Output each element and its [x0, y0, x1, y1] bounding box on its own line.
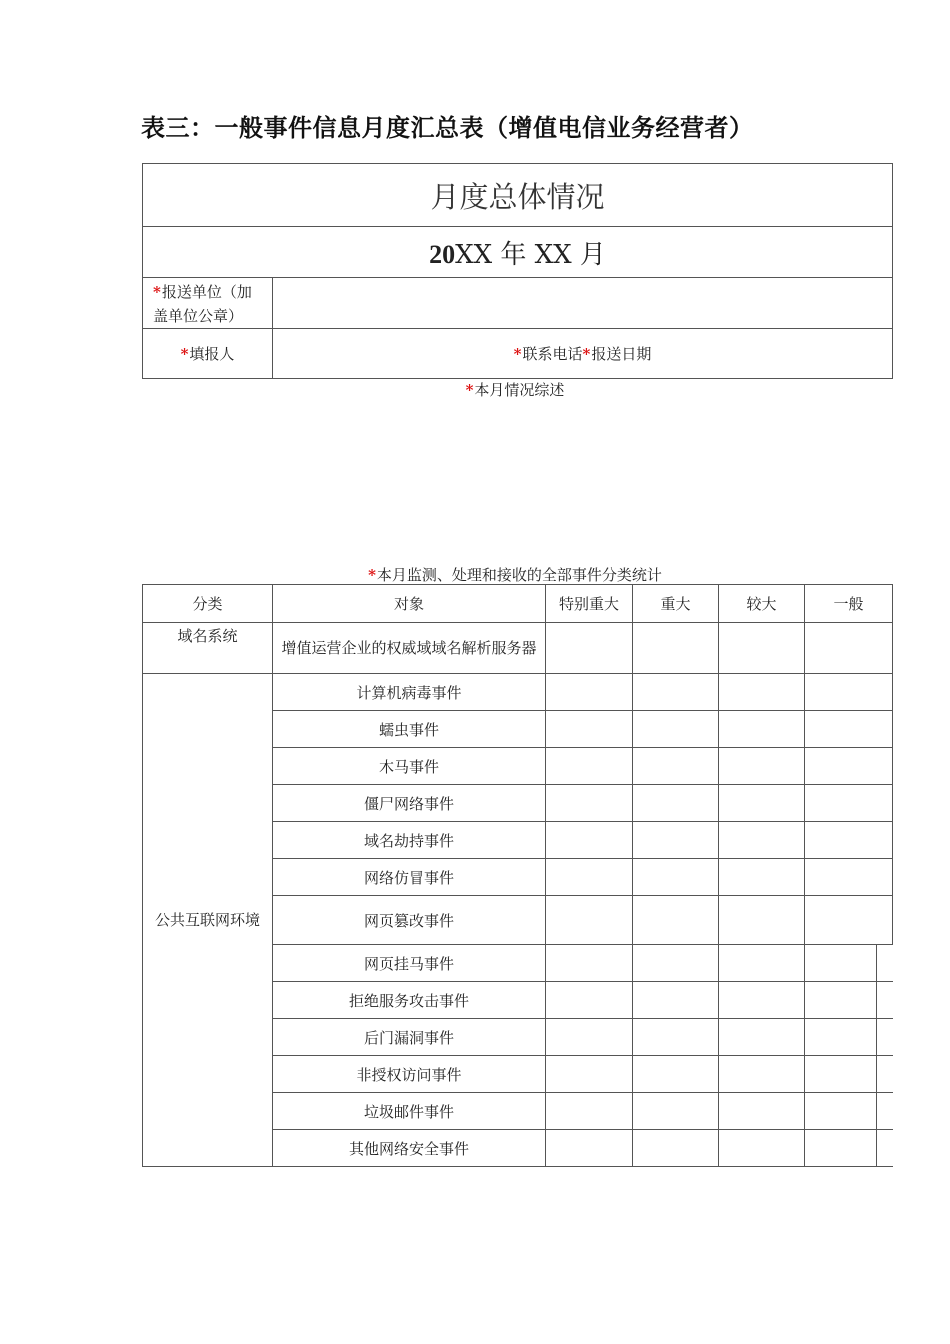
value-cell[interactable] [719, 674, 805, 711]
object-cell: 其他网络安全事件 [273, 1130, 546, 1167]
value-cell[interactable] [805, 1093, 893, 1130]
value-cell[interactable] [633, 785, 719, 822]
value-cell[interactable] [805, 896, 893, 945]
unit-input-cell[interactable] [273, 278, 893, 329]
required-mark: * [513, 345, 522, 363]
value-cell[interactable] [805, 711, 893, 748]
value-cell[interactable] [719, 896, 805, 945]
value-cell[interactable] [719, 1019, 805, 1056]
value-cell[interactable] [633, 711, 719, 748]
object-cell: 网络仿冒事件 [273, 859, 546, 896]
value-cell[interactable] [805, 1056, 893, 1093]
report-period [143, 227, 893, 278]
value-cell[interactable] [805, 1019, 893, 1056]
value-cell[interactable] [719, 982, 805, 1019]
value-cell[interactable] [546, 982, 633, 1019]
value-cell[interactable] [719, 1093, 805, 1130]
value-cell[interactable] [719, 748, 805, 785]
col-header: 特别重大 [546, 585, 633, 623]
filler-label: 填报人 [189, 345, 235, 363]
value-cell[interactable] [546, 748, 633, 785]
stats-label-text: 本月监测、处理和接收的全部事件分类统计 [376, 566, 662, 584]
value-cell[interactable] [805, 674, 893, 711]
value-cell[interactable] [546, 896, 633, 945]
category-domain: 域名系统 [143, 623, 273, 674]
value-cell[interactable] [546, 1019, 633, 1056]
value-cell[interactable] [719, 785, 805, 822]
object-cell: 域名劫持事件 [273, 822, 546, 859]
object-cell: 后门漏洞事件 [273, 1019, 546, 1056]
value-cell[interactable] [633, 748, 719, 785]
filler-label-cell [143, 329, 273, 379]
event-stats-table [142, 584, 893, 1167]
value-cell[interactable] [719, 859, 805, 896]
category-public-label: 公共互联网环境 [154, 911, 260, 929]
period-rest: XX 年 XX 月 [455, 239, 606, 270]
value-cell[interactable] [633, 896, 719, 945]
col-header: 重大 [633, 585, 719, 623]
stats-header-row [143, 585, 893, 623]
value-cell[interactable] [719, 822, 805, 859]
value-cell[interactable] [719, 945, 805, 982]
phone-label: 联系电话 [522, 345, 583, 363]
page-title: 表三：一般事件信息月度汇总表（增值电信业务经营者） [141, 114, 754, 142]
overview-heading: 月度总体情况 [143, 164, 893, 227]
summary-label-text: 本月情况综述 [474, 381, 565, 399]
object-cell: 网页挂马事件 [273, 945, 546, 982]
object-cell: 非授权访问事件 [273, 1056, 546, 1093]
object-cell: 蠕虫事件 [273, 711, 546, 748]
object-cell: 网页篡改事件 [273, 896, 546, 945]
value-cell[interactable] [805, 822, 893, 859]
value-cell[interactable] [719, 623, 805, 674]
value-cell[interactable] [546, 822, 633, 859]
value-cell[interactable] [546, 1130, 633, 1167]
col-header: 较大 [719, 585, 805, 623]
value-cell[interactable] [633, 945, 719, 982]
value-cell[interactable] [719, 1056, 805, 1093]
period-prefix: 20 [429, 239, 456, 269]
value-cell[interactable] [633, 982, 719, 1019]
value-cell[interactable] [805, 785, 893, 822]
value-cell[interactable] [633, 623, 719, 674]
value-cell[interactable] [805, 623, 893, 674]
value-cell[interactable] [633, 859, 719, 896]
table-row [143, 674, 893, 711]
required-mark: * [180, 345, 189, 363]
required-mark: * [368, 566, 376, 584]
object-cell: 僵尸网络事件 [273, 785, 546, 822]
value-cell[interactable] [633, 674, 719, 711]
col-header: 一般 [805, 585, 893, 623]
col-header: 分类 [143, 585, 273, 623]
value-cell[interactable] [805, 945, 893, 982]
value-cell[interactable] [546, 1056, 633, 1093]
required-mark: * [465, 381, 474, 399]
object-cell: 垃圾邮件事件 [273, 1093, 546, 1130]
object-cell: 增值运营企业的权威域域名解析服务器 [273, 623, 546, 674]
date-label: 报送日期 [591, 345, 652, 363]
required-mark: * [153, 283, 161, 301]
value-cell[interactable] [546, 859, 633, 896]
value-cell[interactable] [719, 711, 805, 748]
unit-label-cell [143, 278, 273, 329]
value-cell[interactable] [805, 859, 893, 896]
overview-table [142, 163, 893, 379]
value-cell[interactable] [546, 785, 633, 822]
object-cell: 木马事件 [273, 748, 546, 785]
value-cell[interactable] [805, 1130, 893, 1167]
col-header: 对象 [273, 585, 546, 623]
value-cell[interactable] [633, 1019, 719, 1056]
value-cell[interactable] [633, 1056, 719, 1093]
value-cell[interactable] [546, 945, 633, 982]
value-cell[interactable] [805, 748, 893, 785]
required-mark: * [582, 345, 591, 363]
value-cell[interactable] [633, 1093, 719, 1130]
object-cell: 拒绝服务攻击事件 [273, 982, 546, 1019]
value-cell[interactable] [546, 674, 633, 711]
value-cell[interactable] [633, 822, 719, 859]
value-cell[interactable] [719, 1130, 805, 1167]
value-cell[interactable] [546, 711, 633, 748]
object-cell: 计算机病毒事件 [273, 674, 546, 711]
value-cell[interactable] [546, 1093, 633, 1130]
category-public [143, 674, 273, 1167]
table-row [143, 623, 893, 674]
contact-cell[interactable] [273, 329, 893, 379]
value-cell[interactable] [805, 982, 893, 1019]
value-cell[interactable] [633, 1130, 719, 1167]
unit-label: 报送单位（加盖单位公章） [153, 283, 252, 325]
summary-label [0, 378, 950, 402]
value-cell[interactable] [546, 623, 633, 674]
